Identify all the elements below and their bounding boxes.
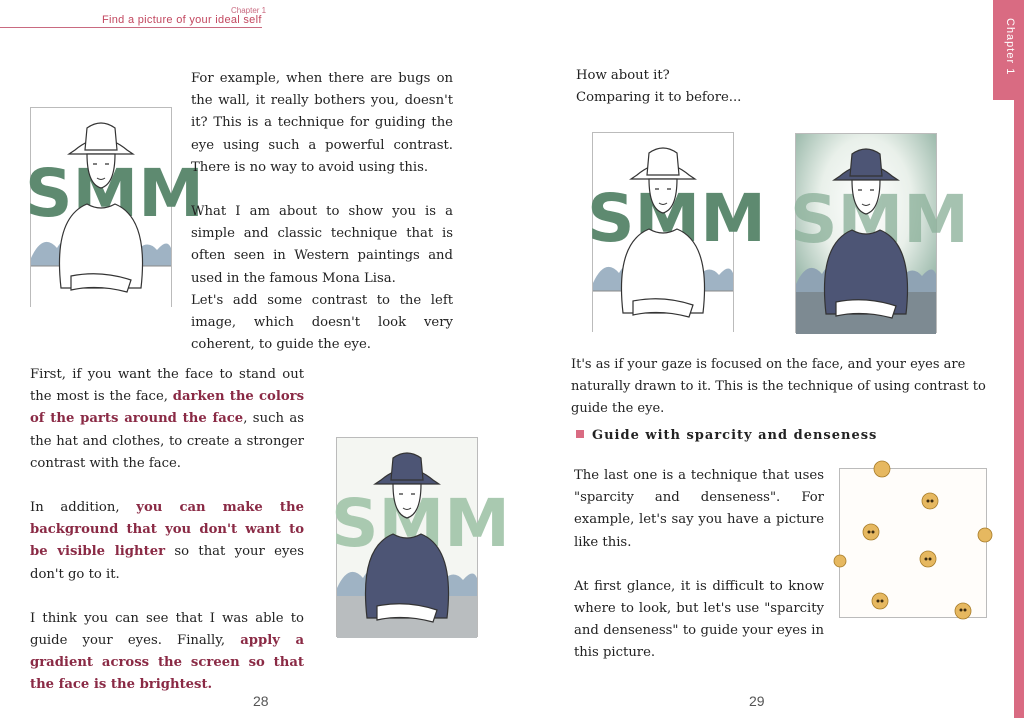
right-text-lower [574,465,824,665]
chapter-side-tab-label: Chapter 1 [1004,18,1016,76]
chapter-side-tab[interactable] [993,0,1024,100]
right-intro-line-1: How about it? [576,68,670,83]
highlight-gradient: apply a gradient across the screen so that the face is the brightest. [30,633,305,693]
section-heading-sparcity [576,428,877,443]
right-intro [576,65,876,109]
left-text-upper [191,68,453,356]
header-chapter-label: Chapter 1 [231,6,267,15]
header-title: Find a picture of your ideal self [102,14,262,26]
right-paragraph-1: It's as if your gaze is focused on the face, and your eyes are naturally drawn to it. This is the technique of using contrast to guide the eye. [571,357,986,417]
right-intro-line-2: Comparing it to before... [576,90,742,106]
right-paragraph-3: At first glance, it is difficult to know where to look, but let's use "sparcity and denseness" to guide your eyes in this picture. [574,578,824,661]
illustration-compare-before [592,132,734,332]
section-square-icon [576,430,584,438]
svg-text:SMM: SMM [331,485,510,562]
illustration-compare-after [790,133,969,333]
left-paragraph-4: First, if you want the face to stand out the most is the face, darken the colors of the parts around the face, such as the hat and clothes, to create a stronger contrast with the face. [30,367,304,471]
left-paragraph-3: Let's add some contrast to the left image, which doesn't look very coherent, to guide the eye. [191,292,453,353]
right-paragraph-2: The last one is a technique that uses "sparcity and denseness". For example, let's say you have a picture like this. [574,468,824,550]
illustration-scattered-emojis [839,468,987,618]
left-paragraph-2: What I am about to show you is a simple and classic technique that is often seen in Western paintings and used in the famous Mona Lisa. [191,204,453,286]
left-paragraph-1: For example, when there are bugs on the wall, it really bothers you, doesn't it? This is a technique for guiding the eye using such a powerful contrast. There is no way to avoid using this. [191,71,453,175]
left-paragraph-6: I think you can see that I was able to guide your eyes. Finally, apply a gradient across the screen so that the face is the brightest. [30,610,305,693]
left-text-lower [30,364,304,697]
chapter-side-strip [1014,0,1024,718]
illustration-contrast [331,437,510,637]
section-heading-text: Guide with sparcity and denseness [592,428,878,443]
header-divider [0,27,262,28]
illustration-before [30,107,172,307]
page-number-left: 28 [253,693,269,709]
svg-text:SMM: SMM [790,181,969,258]
highlight-background: you can make the background that you don't want to be visible lighter [30,500,304,560]
highlight-darken: darken the colors of the parts around the face [30,389,304,427]
left-paragraph-5: In addition, you can make the background that you don't want to be visible lighter so that your eyes don't go to it. [30,500,305,582]
page-number-right: 29 [749,693,765,709]
